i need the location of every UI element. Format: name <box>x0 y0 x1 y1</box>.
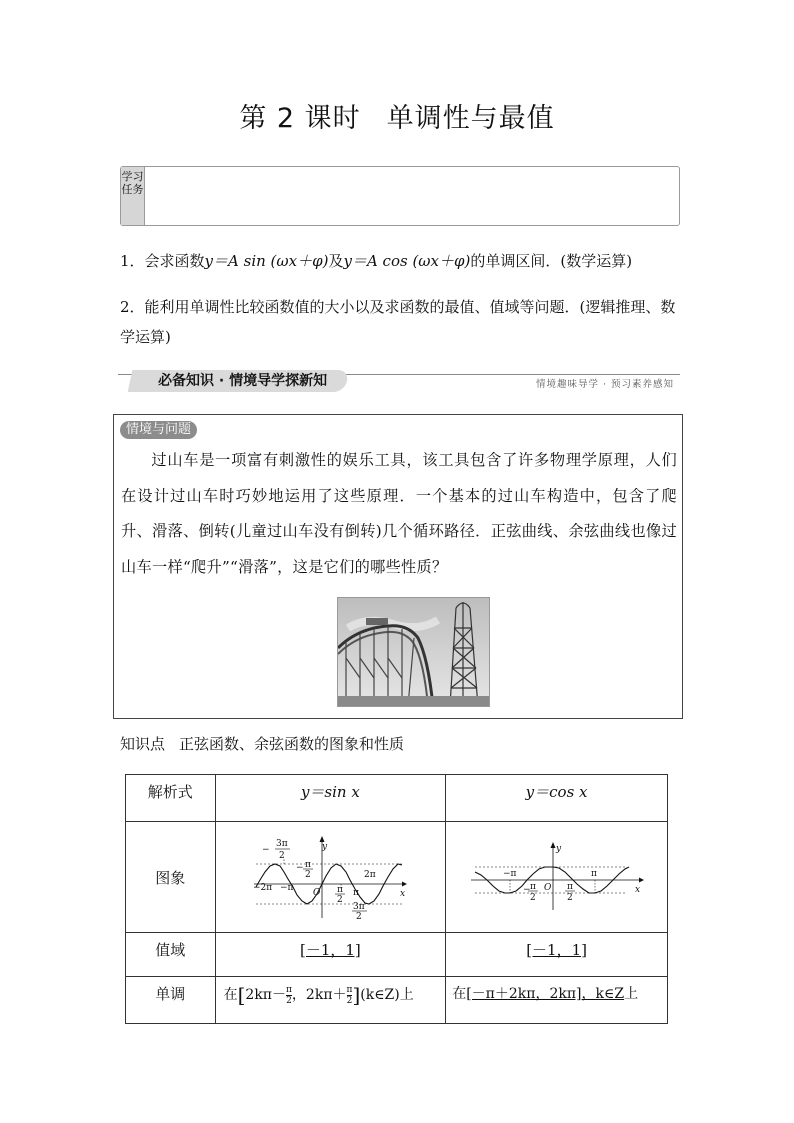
sin-tick-negpi: −π <box>280 883 294 893</box>
sin-mono-post: (k∈Z)上 <box>360 987 414 1003</box>
sin-x-label: x <box>400 889 406 899</box>
sin-mono-comma: ， <box>291 987 306 1003</box>
table-row-range <box>126 933 668 977</box>
section-label-pill <box>128 370 350 392</box>
sin-graph <box>252 834 408 920</box>
cos-tick-pi2-den: 2 <box>566 893 573 903</box>
sin-tick-negpi2-sign: − <box>296 863 304 873</box>
section-header <box>118 368 680 396</box>
sin-expression: y＝sin x <box>215 775 446 822</box>
cos-monotonic <box>446 977 668 1024</box>
sin-tick-pi2-num: π <box>337 885 344 895</box>
table-row-monotonic <box>126 977 668 1024</box>
row-label-expression: 解析式 <box>126 775 216 822</box>
row-label-range: 值域 <box>126 933 216 977</box>
cos-graph-cell <box>446 822 668 933</box>
goal-2: 2．能利用单调性比较函数值的大小以及求函数的最值、值域等问题．(逻辑推理、数学运算) <box>120 298 676 346</box>
cos-tick-pi: π <box>590 869 597 879</box>
goal-1-formula-sin: y＝A sin (ωx＋φ) <box>204 252 329 270</box>
scenario-text: 过山车是一项富有刺激性的娱乐工具，该工具包含了许多物理学原理，人们在设计过山车时巧妙地运用了这些原理．一个基本的过山车构造中，包含了爬升、滑落、倒转(儿童过山车没有倒转)几个循环路径．正弦曲线、余弦曲线也像过山车一样“爬升”“滑落”，这是它们的哪些性质？ <box>121 451 677 576</box>
roller-coaster-photo <box>337 597 490 707</box>
cos-y-label: y <box>555 844 561 854</box>
knowledge-point-heading <box>120 733 404 754</box>
sin-mono-pre: 在 <box>223 987 238 1003</box>
goal-1-suffix: 的单调区间．(数学运算) <box>470 252 633 270</box>
lesson-number: 第 2 课时 <box>239 103 361 134</box>
learning-task-box <box>120 166 680 226</box>
sin-tick-neg2pi: −2π <box>253 883 273 893</box>
knowledge-point-title: 正弦函数、余弦函数的图象和性质 <box>179 735 405 753</box>
goal-1 <box>120 246 680 276</box>
cos-expression: y＝cos x <box>446 775 668 822</box>
sin-tick-negpi2-den: 2 <box>305 870 312 880</box>
sin-mono-left: 2kπ－ <box>245 987 286 1003</box>
sin-monotonic: 在[2kπ－ $\frac{\pi}{2}$ ，2kπ＋ $\frac{\pi}{2}$ ](k∈Z)上 <box>215 977 446 1024</box>
sin-mono-right: 2kπ＋ <box>305 987 347 1003</box>
cos-tick-negpi2-sign: − <box>522 885 531 895</box>
sin-tick-2pi: 2π <box>364 870 377 880</box>
knowledge-point-label: 知识点 <box>120 735 166 753</box>
sin-tick-negpi2-num: π <box>305 860 312 870</box>
sin-y-label: y <box>322 842 328 852</box>
sin-tick-neg3pi2-sign: − <box>262 845 270 855</box>
page-title <box>0 96 794 135</box>
sin-mono-frac1-num: π <box>286 984 292 995</box>
section-subtitle: 情境趣味导学 · 预习素养感知 <box>535 379 674 390</box>
sin-tick-neg3pi2-num: 3π <box>276 839 289 849</box>
table-row-expression <box>126 775 668 822</box>
sin-mono-frac1-den: 2 <box>286 995 292 1006</box>
cos-range: [－1，1] <box>526 941 587 959</box>
sin-tick-neg3pi2-den: 2 <box>279 851 286 861</box>
cos-tick-negpi2-num: π <box>529 882 536 892</box>
learning-task-tag: 学习任务 <box>121 167 145 225</box>
sin-mono-frac2-num: π <box>346 984 353 995</box>
section-label: 必备知识 · 情境导学探新知 <box>158 373 328 389</box>
row-label-monotonic: 单调 <box>126 977 216 1024</box>
sin-graph-cell <box>215 822 446 933</box>
cos-mono-pre: 在 <box>452 986 467 1002</box>
sin-tick-3pi2-den: 2 <box>356 912 363 920</box>
table-row-graph <box>126 822 668 933</box>
sin-origin-label: O <box>313 888 321 898</box>
cos-mono-post: 上 <box>624 986 639 1002</box>
lesson-topic: 单调性与最值 <box>386 103 555 134</box>
row-label-graph: 图象 <box>126 822 216 933</box>
cos-tick-negpi2-den: 2 <box>529 893 536 903</box>
sin-mono-frac2-den: 2 <box>346 995 353 1006</box>
cos-graph <box>467 842 647 912</box>
scenario-tag: 情境与问题 <box>120 421 197 439</box>
goal-1-mid: 及 <box>328 252 344 270</box>
cos-tick-pi2-num: π <box>566 882 573 892</box>
scenario-box <box>113 414 683 719</box>
sin-tick-pi: π <box>353 888 360 898</box>
sin-range: [－1，1] <box>299 941 361 959</box>
cos-origin-label: O <box>543 883 551 893</box>
sin-tick-pi2-den: 2 <box>337 895 344 905</box>
goal-1-prefix: 1．会求函数 <box>120 252 205 270</box>
sin-tick-3pi2-num: 3π <box>353 902 366 912</box>
goal-1-formula-cos: y＝A cos (ωx＋φ) <box>343 252 471 270</box>
cos-mono-interval: [－π＋2kπ，2kπ]，k∈Z <box>466 986 625 1002</box>
properties-table <box>125 774 668 1024</box>
cos-x-label: x <box>634 885 640 895</box>
cos-tick-negpi: −π <box>502 869 517 879</box>
